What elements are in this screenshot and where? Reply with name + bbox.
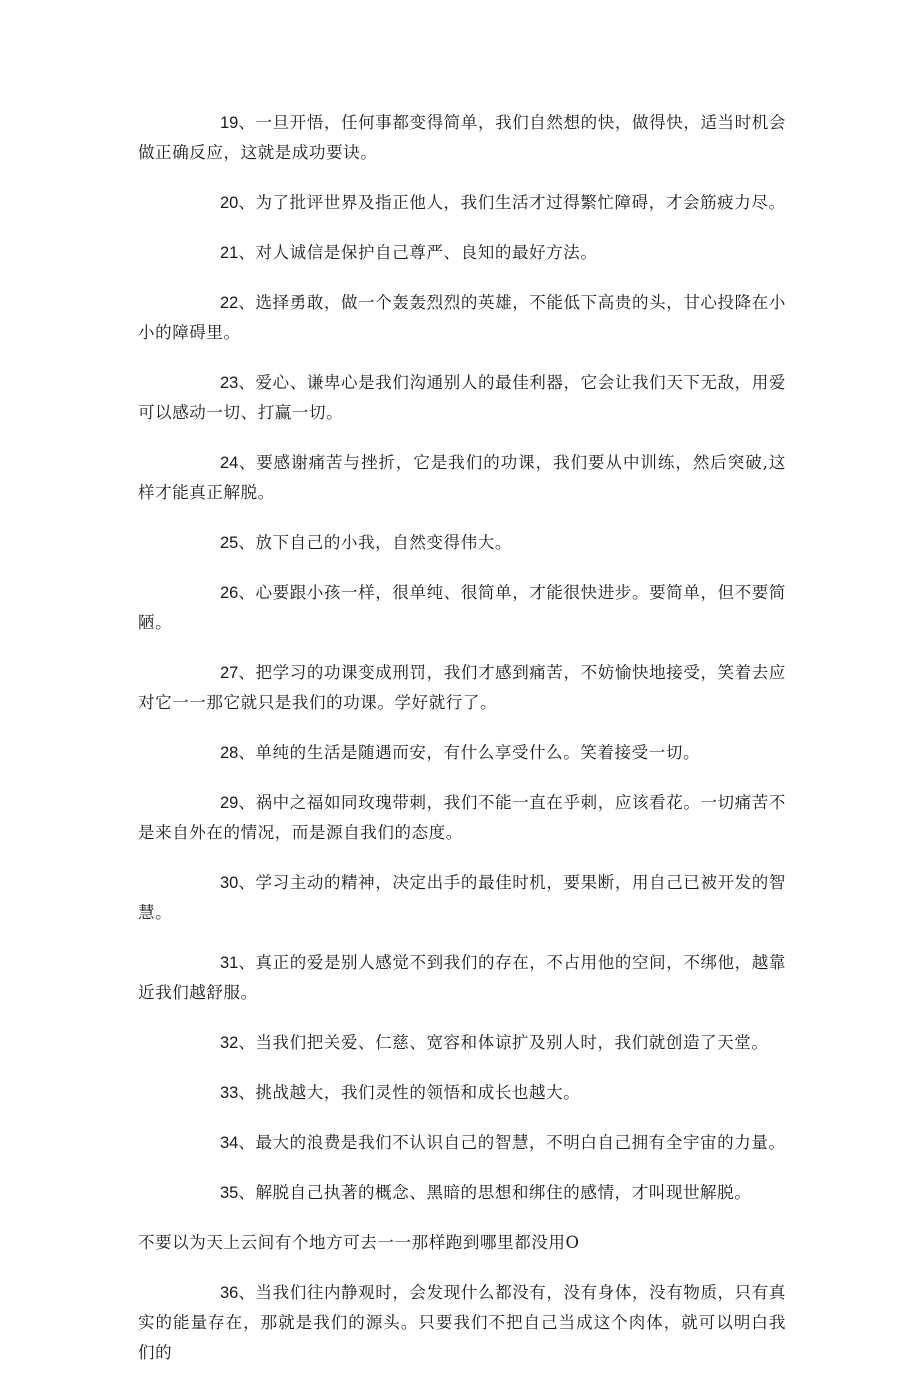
paragraph-text: 、为了批评世界及指正他人，我们生活才过得繁忙障碍，才会筋疲力尽。 bbox=[238, 193, 786, 212]
paragraph-21 bbox=[138, 238, 786, 268]
paragraph-text: 、解脱自己执著的概念、黑暗的思想和绑住的感情，才叫现世解脱。 bbox=[238, 1183, 752, 1202]
paragraph-text: 、要感谢痛苦与挫折，它是我们的功课，我们要从中训练，然后突破,这样才能真正解脱。 bbox=[138, 453, 786, 502]
paragraph-20 bbox=[138, 188, 786, 218]
paragraph-22 bbox=[138, 288, 786, 348]
paragraph-text: 、真正的爱是别人感觉不到我们的存在，不占用他的空间，不绑他，越靠近我们越舒服。 bbox=[138, 953, 786, 1002]
paragraph-text: 、选择勇敢，做一个轰轰烈烈的英雄，不能低下高贵的头，甘心投降在小小的障碍里。 bbox=[138, 293, 786, 342]
document-body bbox=[138, 108, 786, 1388]
paragraph-27 bbox=[138, 658, 786, 718]
paragraph-text: 、放下自己的小我，自然变得伟大。 bbox=[238, 533, 512, 552]
continuation-line: 不要以为天上云间有个地方可去一一那样跑到哪里都没用O bbox=[138, 1233, 580, 1252]
paragraph-19 bbox=[138, 108, 786, 168]
paragraph-number: 36 bbox=[220, 1284, 239, 1302]
paragraph-number: 34 bbox=[220, 1134, 239, 1152]
paragraph-text: 、对人诚信是保护自己尊严、良知的最好方法。 bbox=[238, 243, 598, 262]
paragraph-number: 20 bbox=[220, 194, 239, 212]
paragraph-text: 、爱心、谦卑心是我们沟通别人的最佳利器，它会让我们天下无敌，用爱可以感动一切、打赢一切。 bbox=[138, 373, 786, 422]
paragraph-text: 、挑战越大，我们灵性的领悟和成长也越大。 bbox=[238, 1083, 581, 1102]
paragraph-text: 、单纯的生活是随遇而安，有什么享受什么。笑着接受一切。 bbox=[238, 743, 701, 762]
paragraph-31 bbox=[138, 948, 786, 1008]
paragraph-text: 、当我们往内静观时，会发现什么都没有，没有身体，没有物质，只有真实的能量存在，那就是我们的源头。只要我们不把自己当成这个肉体，就可以明白我们的 bbox=[138, 1283, 786, 1362]
paragraph-text: 、最大的浪费是我们不认识自己的智慧，不明白自己拥有全宇宙的力量。 bbox=[238, 1133, 786, 1152]
paragraph-number: 32 bbox=[220, 1034, 239, 1052]
paragraph-32 bbox=[138, 1028, 786, 1058]
paragraph-28 bbox=[138, 738, 786, 768]
paragraph-26 bbox=[138, 578, 786, 638]
paragraph-text: 、学习主动的精神，决定出手的最佳时机，要果断，用自己已被开发的智慧。 bbox=[138, 873, 786, 922]
paragraph-29 bbox=[138, 788, 786, 848]
paragraph-33 bbox=[138, 1078, 786, 1108]
paragraph-number: 26 bbox=[220, 584, 239, 602]
paragraph-number: 27 bbox=[220, 664, 239, 682]
paragraph-number: 29 bbox=[220, 794, 239, 812]
paragraph-35 bbox=[138, 1178, 786, 1208]
paragraph-number: 25 bbox=[220, 534, 239, 552]
paragraph-number: 19 bbox=[220, 114, 239, 132]
paragraph-25 bbox=[138, 528, 786, 558]
paragraph-24 bbox=[138, 448, 786, 508]
paragraph-36 bbox=[138, 1278, 786, 1368]
paragraph-text: 、心要跟小孩一样，很单纯、很简单，才能很快进步。要简单，但不要简陋。 bbox=[138, 583, 786, 632]
paragraph-text: 、把学习的功课变成刑罚，我们才感到痛苦，不妨愉快地接受，笑着去应对它一一那它就只是我们的功课。学好就行了。 bbox=[138, 663, 786, 712]
paragraph-number: 22 bbox=[220, 294, 239, 312]
paragraph-number: 28 bbox=[220, 744, 239, 762]
paragraph-number: 21 bbox=[220, 244, 239, 262]
paragraph-number: 35 bbox=[220, 1184, 239, 1202]
paragraph-number: 24 bbox=[220, 454, 239, 472]
paragraph-number: 33 bbox=[220, 1084, 239, 1102]
paragraph-34 bbox=[138, 1128, 786, 1158]
paragraph-text: 、当我们把关爱、仁慈、宽容和体谅扩及别人时，我们就创造了天堂。 bbox=[238, 1033, 769, 1052]
paragraph-30 bbox=[138, 868, 786, 928]
paragraph-text: 、一旦开悟，任何事都变得简单，我们自然想的快，做得快，适当时机会做正确反应，这就是成功要诀。 bbox=[138, 113, 786, 162]
paragraph-23 bbox=[138, 368, 786, 428]
paragraph-number: 30 bbox=[220, 874, 239, 892]
paragraph-text: 、祸中之福如同玫瑰带刺，我们不能一直在乎刺，应该看花。一切痛苦不是来自外在的情况，而是源自我们的态度。 bbox=[138, 793, 786, 842]
paragraph-number: 23 bbox=[220, 374, 239, 392]
paragraph-number: 31 bbox=[220, 954, 239, 972]
